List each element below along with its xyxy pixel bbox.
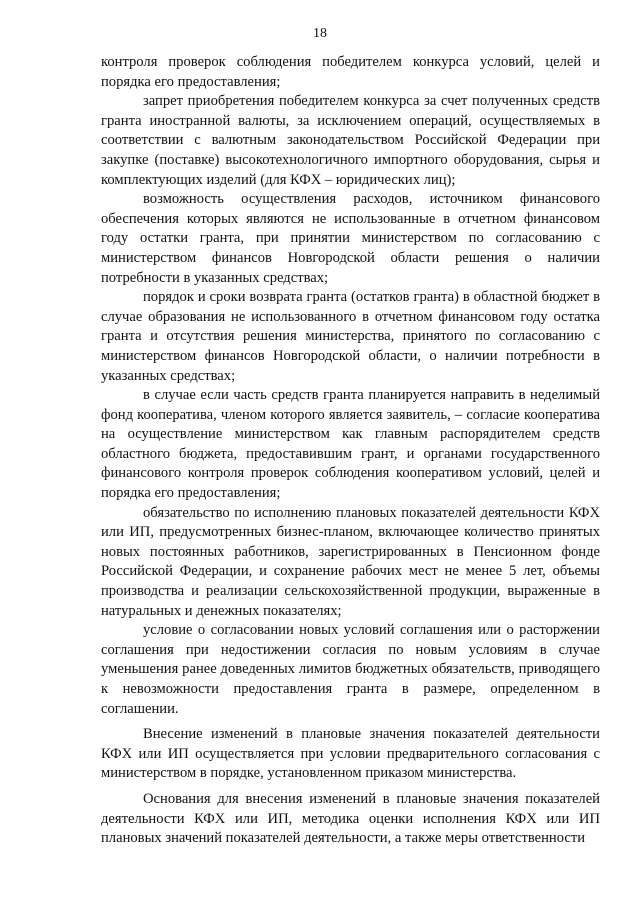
document-body	[101, 53, 600, 849]
paragraph: Основания для внесения изменений в плановые значения показателей деятельности КФХ или ИП, методика оценки исполнения КФХ или ИП плановых значений показателей деятельности, а также меры ответственности	[101, 790, 600, 847]
paragraph: Внесение изменений в плановые значения показателей деятельности КФХ или ИП осуществляется при условии предварительного согласования с министерством в порядке, установленном приказом министерства.	[101, 726, 600, 782]
paragraph: возможность осуществления расходов, источником финансового обеспечения которых являются не использованные в отчетном финансовом году остатки гранта, при принятии министерством по согласованию с министерством финансов Новгородской области решения о наличии потребности в указанных средствах;	[101, 191, 600, 286]
paragraph: порядок и сроки возврата гранта (остатков гранта) в областной бюджет в случае образования не использованного в отчетном финансовом году остатка гранта и отсутствия решения министерства, принятого по согласованию с министерством финансов Новгородской области, о наличии потребности в указанных средствах;	[101, 289, 600, 384]
paragraph: обязательство по исполнению плановых показателей деятельности КФХ или ИП, предусмотренных бизнес-планом, включающее количество принятых новых постоянных работников, зарегистрированных в Пенсионном фонде Российской Федерации, и сохранение рабочих мест не менее 5 лет, объемы производства и реализации сельскохозяйственной продукции, выраженные в натуральных и денежных показателях;	[101, 504, 600, 619]
paragraph: в случае если часть средств гранта планируется направить в неделимый фонд кооператива, членом которого является заявитель, – согласие кооператива на осуществление министерством как главным распорядителем средств областного бюджета, предоставившим грант, и органами государственного финансового контроля проверок соблюдения кооперативом условий, целей и порядка его предоставления;	[101, 387, 600, 502]
page-number: 18	[313, 26, 327, 41]
paragraph: условие о согласовании новых условий соглашения или о расторжении соглашения при недостижении согласия по новым условиям в случае уменьшения ранее доведенных лимитов бюджетных обязательств, приводящего к невозможности предоставления гранта в размере, определенном в соглашении.	[101, 622, 600, 717]
paragraph: запрет приобретения победителем конкурса за счет полученных средств гранта иностранной валюты, за исключением операций, осуществляемых в соответствии с валютным законодательством Российской Федерации при закупке (поставке) высокотехнологичного импортного оборудования, сырья и комплектующих изделий (для КФХ – юридических лиц);	[101, 93, 600, 188]
paragraph: контроля проверок соблюдения победителем конкурса условий, целей и порядка его предоставления;	[101, 54, 600, 90]
